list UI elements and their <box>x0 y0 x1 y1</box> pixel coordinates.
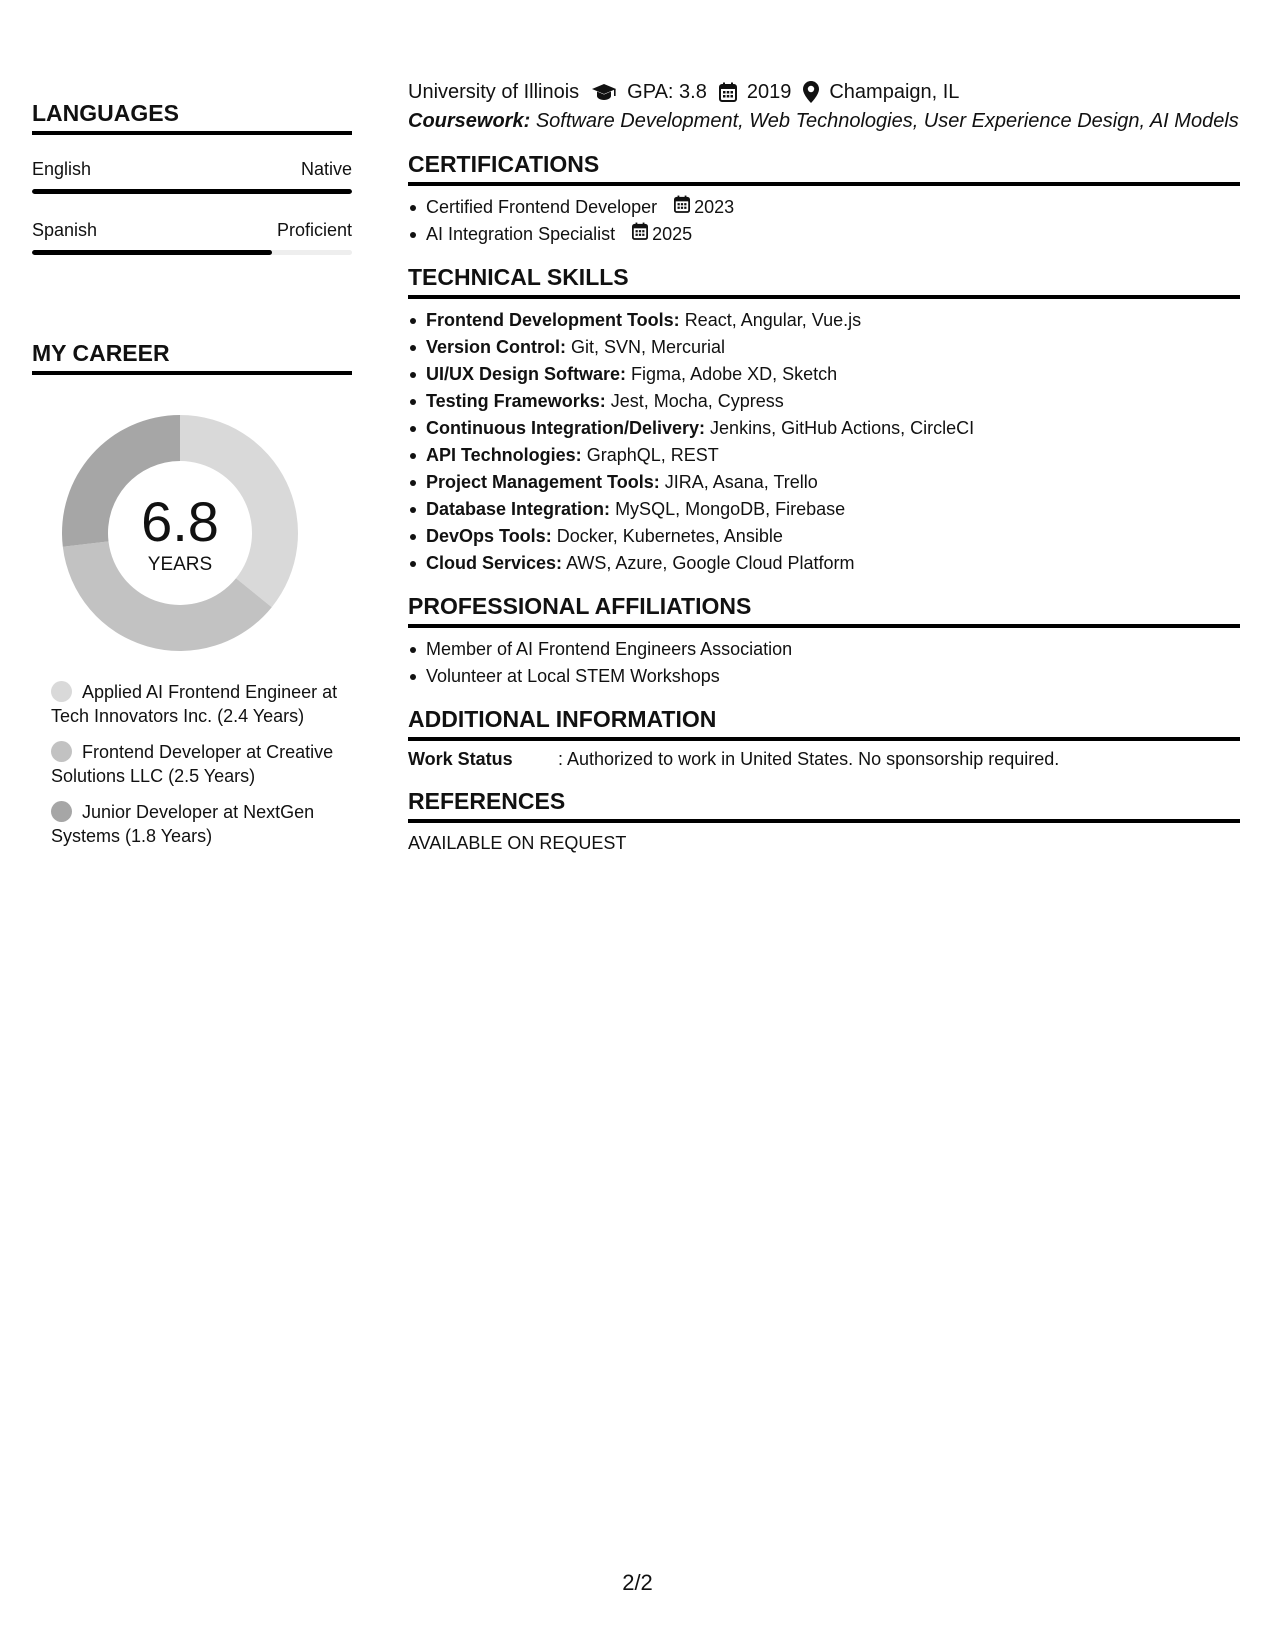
coursework-text: Software Development, Web Technologies, User Experience Design, AI Models <box>535 110 1239 132</box>
certification-name: AI Integration Specialist <box>426 224 616 244</box>
technical-skills-heading: TECHNICAL SKILLS <box>408 264 1240 299</box>
skill-value: JIRA, Asana, Trello <box>664 472 818 492</box>
skill-value: Jenkins, GitHub Actions, CircleCI <box>710 418 975 438</box>
skill-value: Git, SVN, Mercurial <box>571 337 726 357</box>
main-content <box>408 78 1240 854</box>
legend-dot <box>51 741 72 762</box>
skill-value: Docker, Kubernetes, Ansible <box>556 526 783 546</box>
language-level: Proficient <box>276 220 352 240</box>
affiliations-section <box>408 593 1240 690</box>
career-heading: MY CAREER <box>32 340 352 375</box>
skill-value: GraphQL, REST <box>586 445 719 465</box>
calendar-icon <box>674 194 694 221</box>
education-location: Champaign, IL <box>829 80 960 103</box>
calendar-icon <box>719 82 737 102</box>
certification-name: Certified Frontend Developer <box>426 197 658 217</box>
skill-label: Version Control: <box>426 337 567 357</box>
coursework-line <box>408 110 1240 133</box>
career-legend <box>51 680 341 848</box>
certification-item <box>408 194 1240 221</box>
work-status-label: Work Status <box>408 749 513 769</box>
skill-item <box>408 388 1240 415</box>
education-year: 2019 <box>746 80 792 103</box>
affiliations-list <box>408 636 1240 690</box>
career-role-label: Junior Developer at NextGen Systems (1.8 Years) <box>51 802 315 846</box>
language-name: Spanish <box>32 220 98 240</box>
skill-label: Database Integration: <box>426 499 611 519</box>
affiliations-heading: PROFESSIONAL AFFILIATIONS <box>408 593 1240 628</box>
languages-heading: LANGUAGES <box>32 100 352 135</box>
certifications-section <box>408 151 1240 248</box>
language-proficiency-bar <box>32 189 352 194</box>
career-total-years: 6.8 <box>141 490 219 553</box>
calendar-icon <box>632 221 652 248</box>
career-legend-item <box>51 740 341 788</box>
skill-label: Continuous Integration/Delivery: <box>426 418 706 438</box>
additional-info-section <box>408 706 1240 770</box>
skill-item <box>408 415 1240 442</box>
skill-item <box>408 496 1240 523</box>
work-status-row <box>408 749 1240 770</box>
career-donut-chart <box>55 408 305 658</box>
legend-dot <box>51 681 72 702</box>
skill-value: Jest, Mocha, Cypress <box>610 391 784 411</box>
skill-label: Testing Frameworks: <box>426 391 606 411</box>
language-proficiency-bar <box>32 250 352 255</box>
affiliation-item: Volunteer at Local STEM Workshops <box>408 663 1240 690</box>
references-heading: REFERENCES <box>408 788 1240 823</box>
language-item <box>32 220 352 255</box>
page-number: 2/2 <box>622 1570 653 1595</box>
skill-value: MySQL, MongoDB, Firebase <box>615 499 846 519</box>
skill-value: React, Angular, Vue.js <box>684 310 862 330</box>
certification-item <box>408 221 1240 248</box>
language-name: English <box>32 159 92 179</box>
skill-value: Figma, Adobe XD, Sketch <box>631 364 838 384</box>
education-line <box>408 78 1240 106</box>
career-total-unit: YEARS <box>147 554 213 575</box>
languages-list <box>32 159 352 255</box>
certifications-list <box>408 194 1240 248</box>
skill-label: Cloud Services: <box>426 553 563 573</box>
references-text: AVAILABLE ON REQUEST <box>408 833 627 853</box>
skill-item <box>408 442 1240 469</box>
skill-item <box>408 523 1240 550</box>
legend-dot <box>51 801 72 822</box>
career-role-label: Frontend Developer at Creative Solutions LLC (2.5 Years) <box>51 742 334 786</box>
education-gpa: GPA: 3.8 <box>627 80 707 103</box>
certification-year: 2025 <box>652 224 693 244</box>
additional-info-heading: ADDITIONAL INFORMATION <box>408 706 1240 741</box>
graduation-cap-icon <box>591 82 617 102</box>
technical-skills-list <box>408 307 1240 577</box>
technical-skills-section <box>408 264 1240 577</box>
language-level: Native <box>300 159 352 179</box>
references-section <box>408 788 1240 854</box>
skill-item <box>408 334 1240 361</box>
skill-item <box>408 361 1240 388</box>
skill-item <box>408 307 1240 334</box>
skill-label: Frontend Development Tools: <box>426 310 680 330</box>
career-section <box>32 340 352 860</box>
skill-label: DevOps Tools: <box>426 526 552 546</box>
map-marker-icon <box>803 81 819 103</box>
language-proficiency-fill <box>32 250 272 255</box>
sidebar <box>32 100 352 281</box>
coursework-label: Coursework: <box>408 110 531 132</box>
language-item <box>32 159 352 194</box>
skill-item <box>408 550 1240 577</box>
work-status-value: : Authorized to work in United States. No sponsorship required. <box>558 749 1060 769</box>
certification-year: 2023 <box>694 197 735 217</box>
career-legend-item <box>51 800 341 848</box>
career-role-label: Applied AI Frontend Engineer at Tech Innovators Inc. (2.4 Years) <box>51 682 338 726</box>
certifications-heading: CERTIFICATIONS <box>408 151 1240 186</box>
language-proficiency-fill <box>32 189 352 194</box>
education-school: University of Illinois <box>408 80 580 103</box>
skill-value: AWS, Azure, Google Cloud Platform <box>566 553 855 573</box>
skill-label: UI/UX Design Software: <box>426 364 627 384</box>
affiliation-item: Member of AI Frontend Engineers Association <box>408 636 1240 663</box>
skill-item <box>408 469 1240 496</box>
skill-label: API Technologies: <box>426 445 582 465</box>
career-legend-item <box>51 680 341 728</box>
skill-label: Project Management Tools: <box>426 472 660 492</box>
